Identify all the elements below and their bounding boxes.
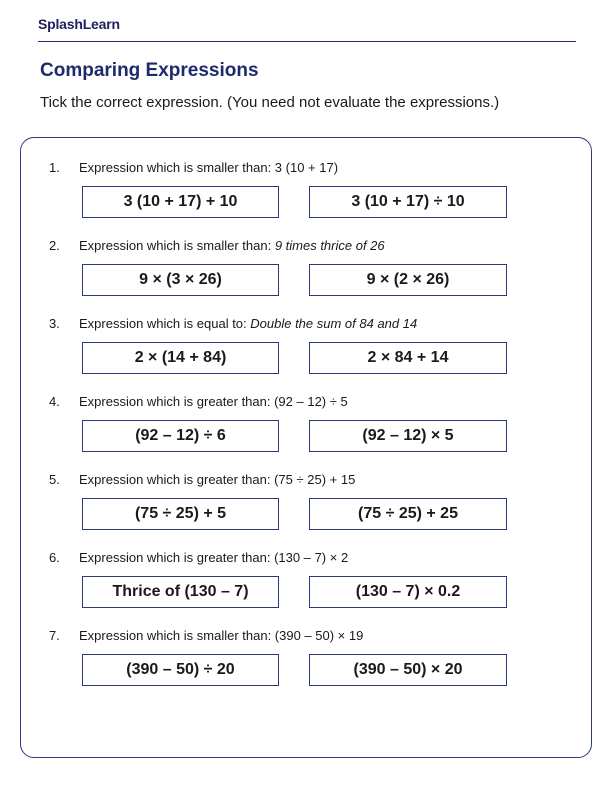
option-a-box[interactable]: (75 ÷ 25) + 5 — [82, 498, 279, 530]
option-b-box[interactable]: 9 × (2 × 26) — [309, 264, 507, 296]
option-b-box[interactable]: (130 – 7) × 0.2 — [309, 576, 507, 608]
question-prompt: Expression which is greater than: (130 – 7) × 2 — [79, 550, 349, 565]
question-2 — [21, 238, 591, 308]
question-4 — [21, 394, 591, 464]
question-7 — [21, 628, 591, 698]
option-a-box[interactable]: (390 – 50) ÷ 20 — [82, 654, 279, 686]
question-prompt: Expression which is smaller than: 3 (10 + 17) — [79, 160, 339, 175]
question-number: 2. — [49, 238, 60, 253]
question-number: 1. — [49, 160, 60, 175]
question-number: 4. — [49, 394, 60, 409]
questions-panel — [20, 137, 592, 758]
option-a-box[interactable]: (92 – 12) ÷ 6 — [82, 420, 279, 452]
question-5 — [21, 472, 591, 542]
question-prompt: Expression which is smaller than: (390 – 50) × 19 — [79, 628, 364, 643]
question-number: 3. — [49, 316, 60, 331]
question-prompt: Expression which is smaller than: 9 times thrice of 26 — [79, 238, 385, 253]
option-b-box[interactable]: (92 – 12) × 5 — [309, 420, 507, 452]
question-number: 5. — [49, 472, 60, 487]
question-number: 6. — [49, 550, 60, 565]
question-prompt: Expression which is greater than: (92 – 12) ÷ 5 — [79, 394, 348, 409]
question-3 — [21, 316, 591, 386]
question-number: 7. — [49, 628, 60, 643]
header-divider — [38, 41, 576, 42]
question-6 — [21, 550, 591, 620]
question-prompt: Expression which is greater than: (75 ÷ 25) + 15 — [79, 472, 356, 487]
option-a-box[interactable]: Thrice of (130 – 7) — [82, 576, 279, 608]
option-b-box[interactable]: 2 × 84 + 14 — [309, 342, 507, 374]
brand-logo: SplashLearn — [38, 16, 120, 32]
option-a-box[interactable]: 3 (10 + 17) + 10 — [82, 186, 279, 218]
option-a-box[interactable]: 9 × (3 × 26) — [82, 264, 279, 296]
option-b-box[interactable]: 3 (10 + 17) ÷ 10 — [309, 186, 507, 218]
option-b-box[interactable]: (75 ÷ 25) + 25 — [309, 498, 507, 530]
instructions: Tick the correct expression. (You need not evaluate the expressions.) — [40, 94, 500, 111]
option-a-box[interactable]: 2 × (14 + 84) — [82, 342, 279, 374]
question-1 — [21, 160, 591, 230]
option-b-box[interactable]: (390 – 50) × 20 — [309, 654, 507, 686]
question-prompt: Expression which is equal to: Double the sum of 84 and 14 — [79, 316, 418, 331]
page-title: Comparing Expressions — [40, 60, 259, 81]
